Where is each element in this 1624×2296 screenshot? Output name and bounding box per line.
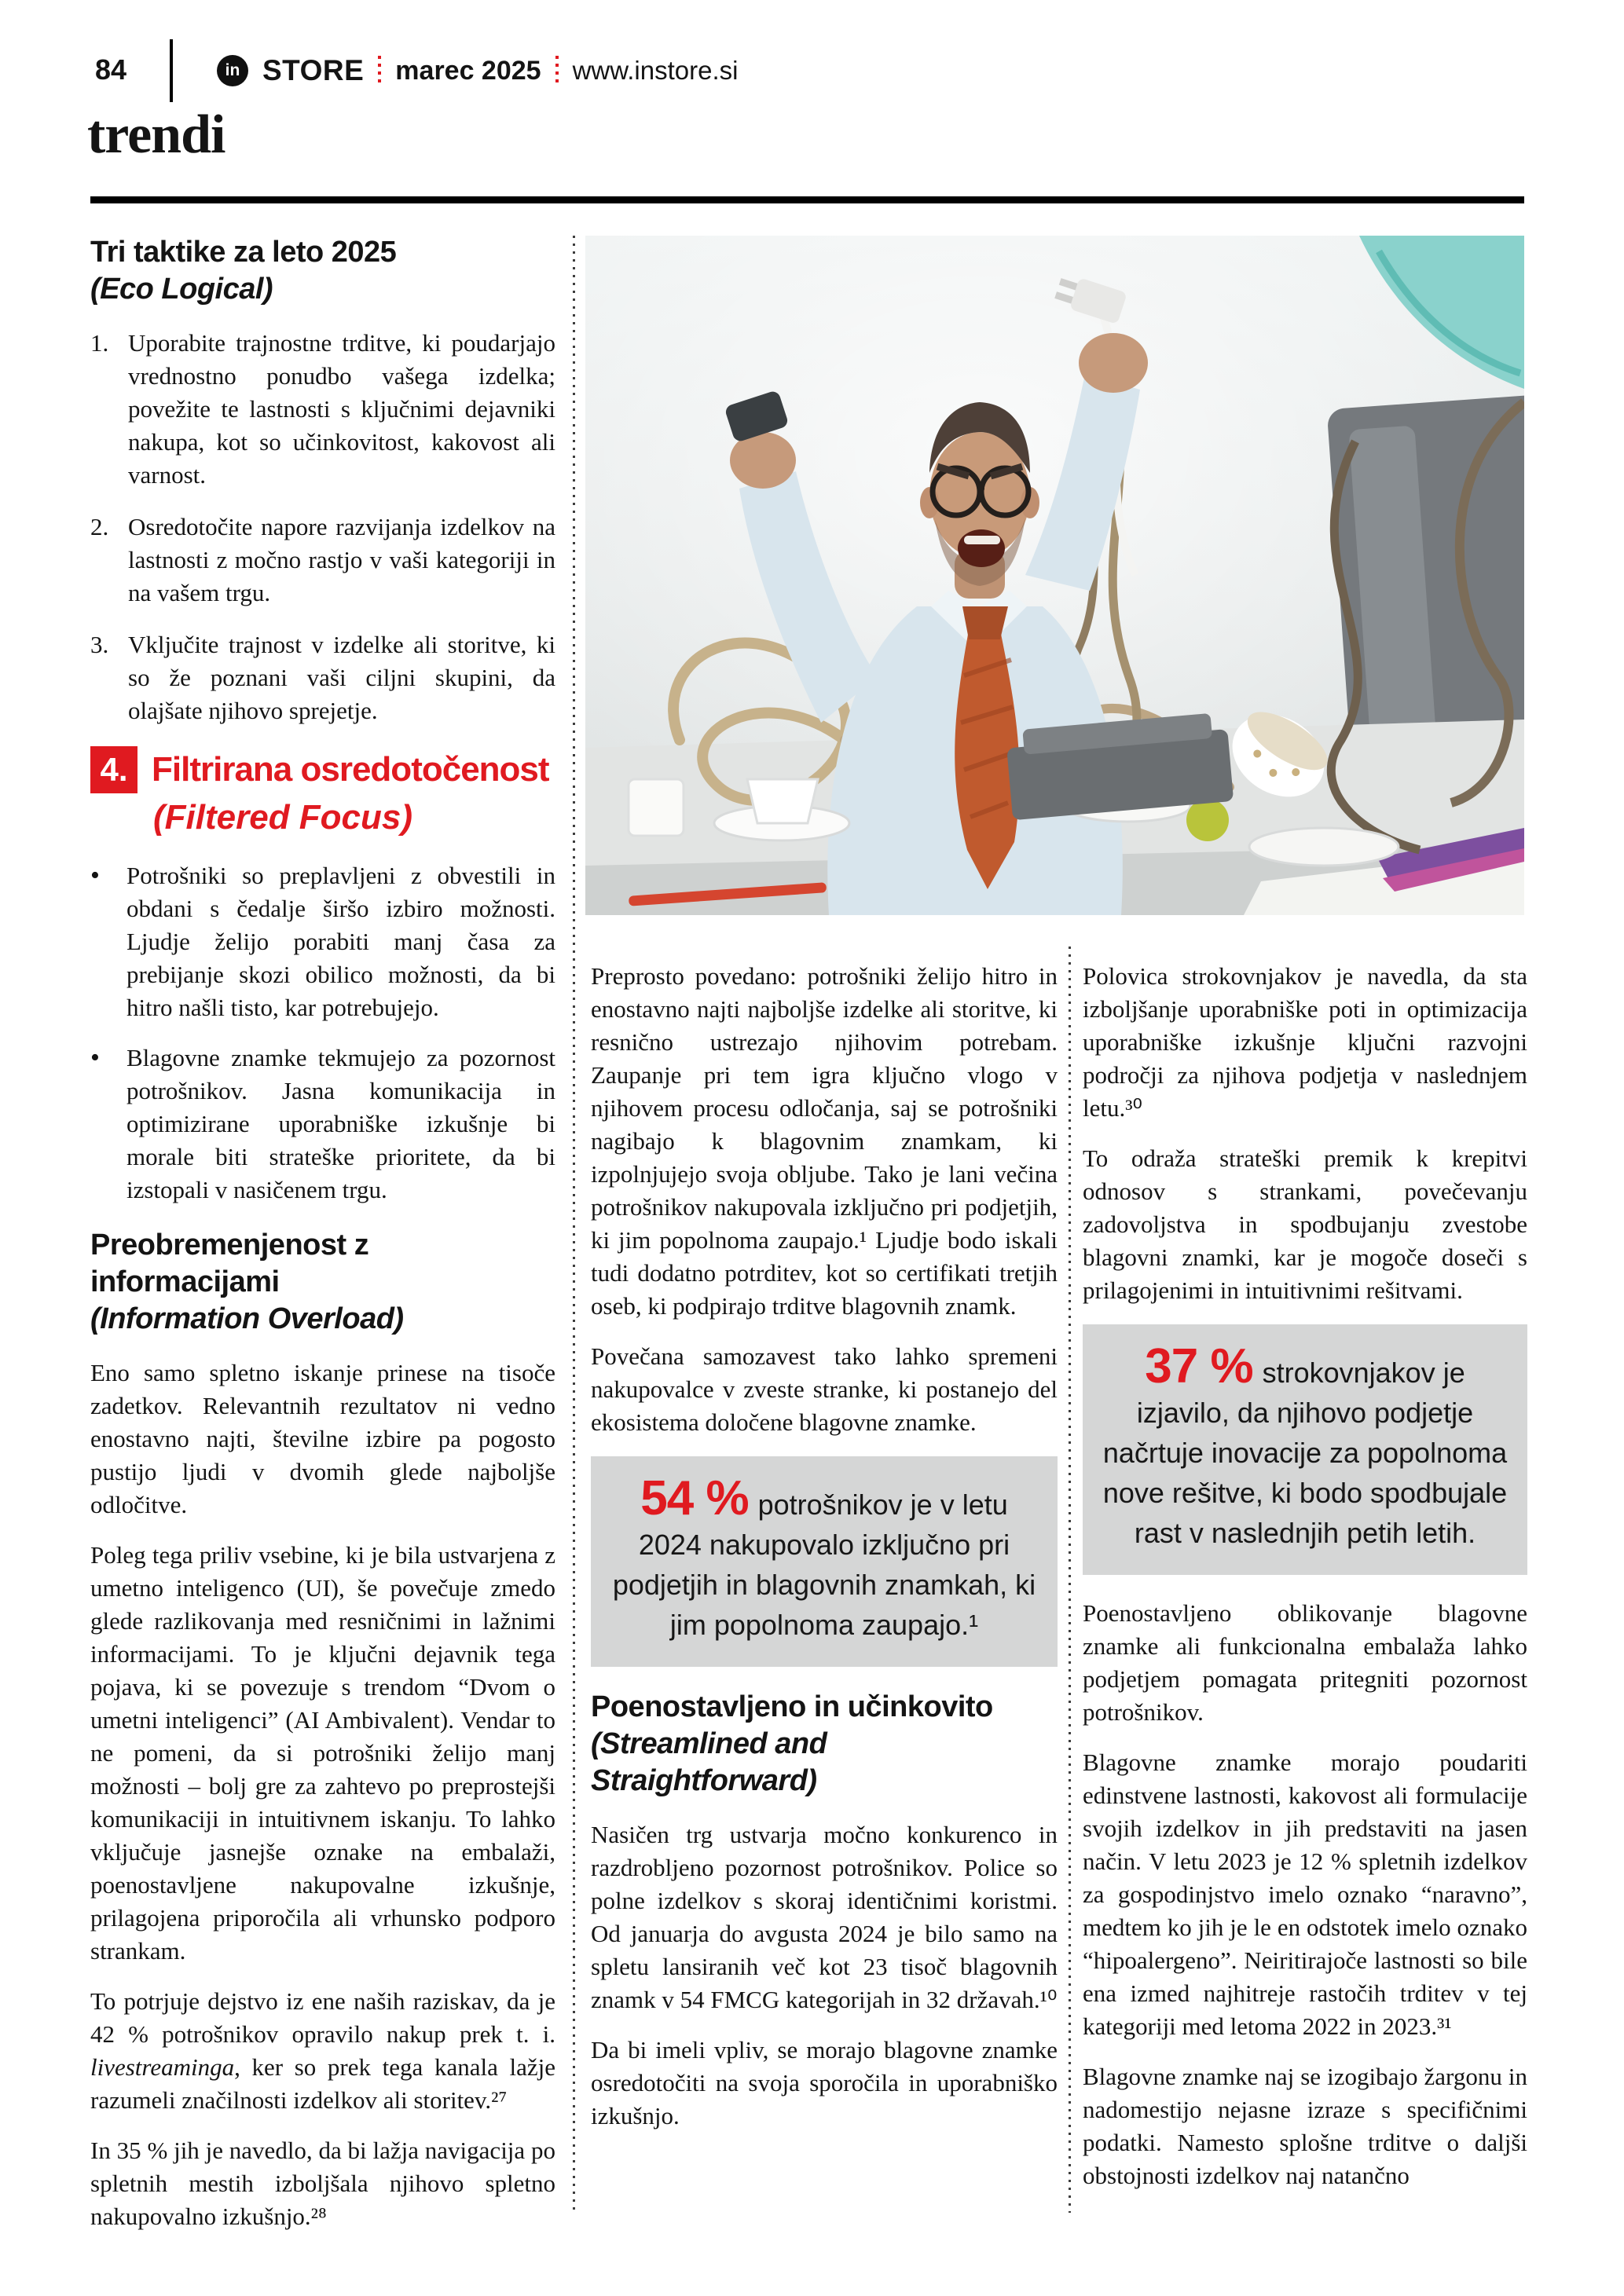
paragraph: Eno samo spletno iskanje prinese na tisoče zadetkov. Relevantnih rezultatov ni vedno enostavno najti, številne izbire pa pogosto pustijo ljudi v dvomih glede najboljše odločitve.	[90, 1359, 555, 1518]
paragraph: Poenostavljeno oblikovanje blagovne znamke ali funkcionalna embalaža lahko podjetjem pomagata pritegniti pozornost potrošnikov.	[1083, 1599, 1527, 1726]
stat-text: strokovnjakov je izjavilo, da njihovo podjetje načrtuje inovacije za popolnoma nove rešitve, ki bodo spodbujale rast v naslednjih petih letih.	[1102, 1357, 1508, 1549]
trend-title: Filtrirana osredotočenost	[152, 750, 549, 789]
list-item	[90, 327, 555, 492]
section-title: trendi	[87, 104, 225, 165]
list-marker: 1.	[90, 329, 109, 357]
column-2	[591, 960, 1058, 2150]
heading-line: Preobremenjenost z informacijami	[90, 1229, 369, 1298]
stat-text: potrošnikov je v letu 2024 nakupovalo izključno pri podjetjih in blagovnih znamkah, ki jim popolnoma zaupajo.¹	[612, 1489, 1036, 1641]
italic-term: livestreaminga	[90, 2053, 235, 2081]
trend-number-badge: 4.	[90, 746, 137, 793]
list-text: Vključite trajnost v izdelke ali storitve, ki so že poznani vaši ciljni skupini, da olajšate njihovo sprejetje.	[128, 631, 555, 724]
list-text: Osredotočite napore razvijanja izdelkov na lastnosti z močno rastjo v vaši kategoriji in na vašem trgu.	[128, 513, 555, 606]
paragraph: Blagovne znamke morajo poudariti edinstvene lastnosti, kakovost ali formulacije svojih izdelkov in jih predstaviti na jasen način. V letu 2023 je 12 % spletnih izdelkov za gospodinjstvo imelo oznako “naravno”, medtem ko jih je le en odstotek imelo oznako “hipoalergeno”. Neiritirajoče lastnosti so bile ena izmed najhitreje rastočih trditev v tej kategoriji med letoma 2022 in 2023.³¹	[1083, 1749, 1527, 2040]
paragraph-text: , ker so prek tega kanala lažje razumeli značilnosti izdelkov ali storitev.²⁷	[90, 2053, 555, 2114]
section-rule	[90, 196, 1524, 203]
heading-overload	[90, 1227, 555, 1338]
dotted-divider-icon	[555, 56, 559, 86]
list-marker: 3.	[90, 631, 109, 658]
column-separator	[573, 236, 575, 2211]
trend-title-english: (Filtered Focus)	[153, 798, 413, 837]
bullet-marker: •	[90, 1043, 100, 1072]
stat-number: 37 %	[1145, 1339, 1253, 1393]
heading-line: Poenostavljeno in učinkovito	[591, 1690, 993, 1723]
paragraph: Poleg tega priliv vsebine, ki je bila ustvarjena z umetno inteligenco (UI), še povečuje zmedo glede razlikovanja med resničnimi in lažnimi informacijami. To je ključni dejavnik tega pojava, ki se povezuje s trendom “Dvom o umetni inteligenci” (AI Ambivalent). Vendar to ne pomeni, da si potrošniki želijo manj možnosti – bolj gre za zahtevo po preprostejši komunikaciji in intuitivnem iskanju. To lahko vključuje jasnejše oznake na embalaži, poenostavljene nakupovalne izkušnje, prilagojena priporočila ali vrhunsko podporo strankam.	[90, 1541, 555, 1965]
column-1	[90, 234, 555, 2250]
paragraph: Blagovne znamke naj se izogibajo žargonu in nadomestijo nejasne izraze s specifičnimi podatki. Namesto splošne trditve o daljši obstojnosti izdelkov naj natančno	[1083, 2063, 1527, 2189]
stat-box-37	[1083, 1324, 1527, 1575]
brand-name: STORE	[262, 54, 365, 86]
paragraph: To odraža strateški premik k krepitvi odnosov s strankami, povečevanju zadovoljstva in spodbujanju zvestobe blagovni znamki, kar je mogoče doseči s prilagojenimi in intuitivnimi rešitvami.	[1083, 1144, 1527, 1304]
masthead	[217, 49, 738, 93]
paragraph: Povečana samozavest tako lahko spremeni nakupovalce v zveste stranke, ki postanejo del ekosistema določene blagovne znamke.	[591, 1342, 1058, 1436]
header-divider	[170, 39, 173, 102]
paragraph: In 35 % jih je navedlo, da bi lažja navigacija po spletnih mestih izboljšala njihovo spletno nakupovalno izkušnjo.²⁸	[90, 2137, 555, 2230]
bullet-item	[90, 859, 555, 1024]
paragraph	[90, 1985, 555, 2117]
heading-line-english: (Eco Logical)	[90, 273, 273, 306]
dotted-divider-icon	[378, 56, 381, 86]
bullet-text: Blagovne znamke tekmujejo za pozornost potrošnikov. Jasna komunikacija in optimizirane uporabniške izkušnje bi morale biti strateške prioritete, da bi izstopali v nasičenem trgu.	[126, 1044, 555, 1203]
paragraph: Nasičen trg ustvarja močno konkurenco in razdrobljeno pozornost potrošnikov. Police so polne izdelkov s skoraj identičnimi koristmi. Od januarja do avgusta 2024 je bilo samo na spletu lansiranih več kot 23 tisoč blagovnih znamk v 54 FMCG kategorijah in 32 državah.¹⁰	[591, 1821, 1058, 2013]
stat-box-54	[591, 1456, 1058, 1667]
website-url: www.instore.si	[572, 56, 739, 85]
paragraph: Da bi imeli vpliv, se morajo blagovne znamke osredotočiti na svoja sporočila in uporabniško izkušnjo.	[591, 2036, 1058, 2129]
list-item	[90, 511, 555, 610]
bullet-item	[90, 1042, 555, 1207]
list-text: Uporabite trajnostne trditve, ki poudarjajo vrednostno ponudbo vašega izdelka; povežite te lastnosti s ključnimi dejavniki nakupa, kot so učinkovitost, kakovost ali varnost.	[128, 329, 555, 489]
trend-4-heading	[90, 746, 555, 793]
page-number: 84	[95, 53, 127, 86]
heading-streamlined	[591, 1689, 1058, 1800]
heading-line: Tri taktike za leto 2025	[90, 236, 397, 269]
heading-line-english: (Information Overload)	[90, 1302, 404, 1335]
list-item	[90, 628, 555, 727]
paragraph-text: To potrjuje dejstvo iz ene naših raziskav, da je 42 % potrošnikov opravilo nakup prek t. i.	[90, 1987, 555, 2048]
issue-date: marec 2025	[395, 55, 541, 86]
paragraph: Preprosto povedano: potrošniki želijo hitro in enostavno najti najboljše izdelke ali storitve, ki resnično ustrezajo njihovim potrebam. Zaupanje pri tem igra ključno vlogo v njihovem procesu odločanja, saj se potrošniki nagibajo k blagovnim znamkam, ki izpolnjujejo svoja obljube. Tako je lani večina potrošnikov nakupovala izključno pri podjetjih, ki jim popolnoma zaupajo.¹ Ljudje bodo iskali tudi dodatno potrditev, kot so certifikati tretjih oseb, ki podpirajo trditve blagovnih znamk.	[591, 962, 1058, 1320]
bullet-marker: •	[90, 861, 100, 890]
article-photo	[585, 236, 1524, 915]
stat-number: 54 %	[640, 1471, 749, 1525]
bullet-text: Potrošniki so preplavljeni z obvestili in obdani s čedalje širšo izbiro možnosti. Ljudje želijo porabiti manj časa za prebijanje skozi obilico možnosti, da bi hitro našli tisto, kar potrebujejo.	[126, 862, 555, 1021]
heading-line-english: (Streamlined and Straightforward)	[591, 1727, 827, 1797]
instore-logo-icon: in	[217, 55, 248, 86]
heading-tactics	[90, 234, 555, 308]
list-marker: 2.	[90, 513, 109, 540]
column-3	[1083, 960, 1527, 2210]
paragraph: Polovica strokovnjakov je navedla, da sta izboljšanje uporabniške poti in optimizacija uporabniške izkušnje ključni razvojni področji za njihova podjetja v naslednjem letu.³⁰	[1083, 962, 1527, 1122]
column-separator	[1069, 947, 1071, 2213]
